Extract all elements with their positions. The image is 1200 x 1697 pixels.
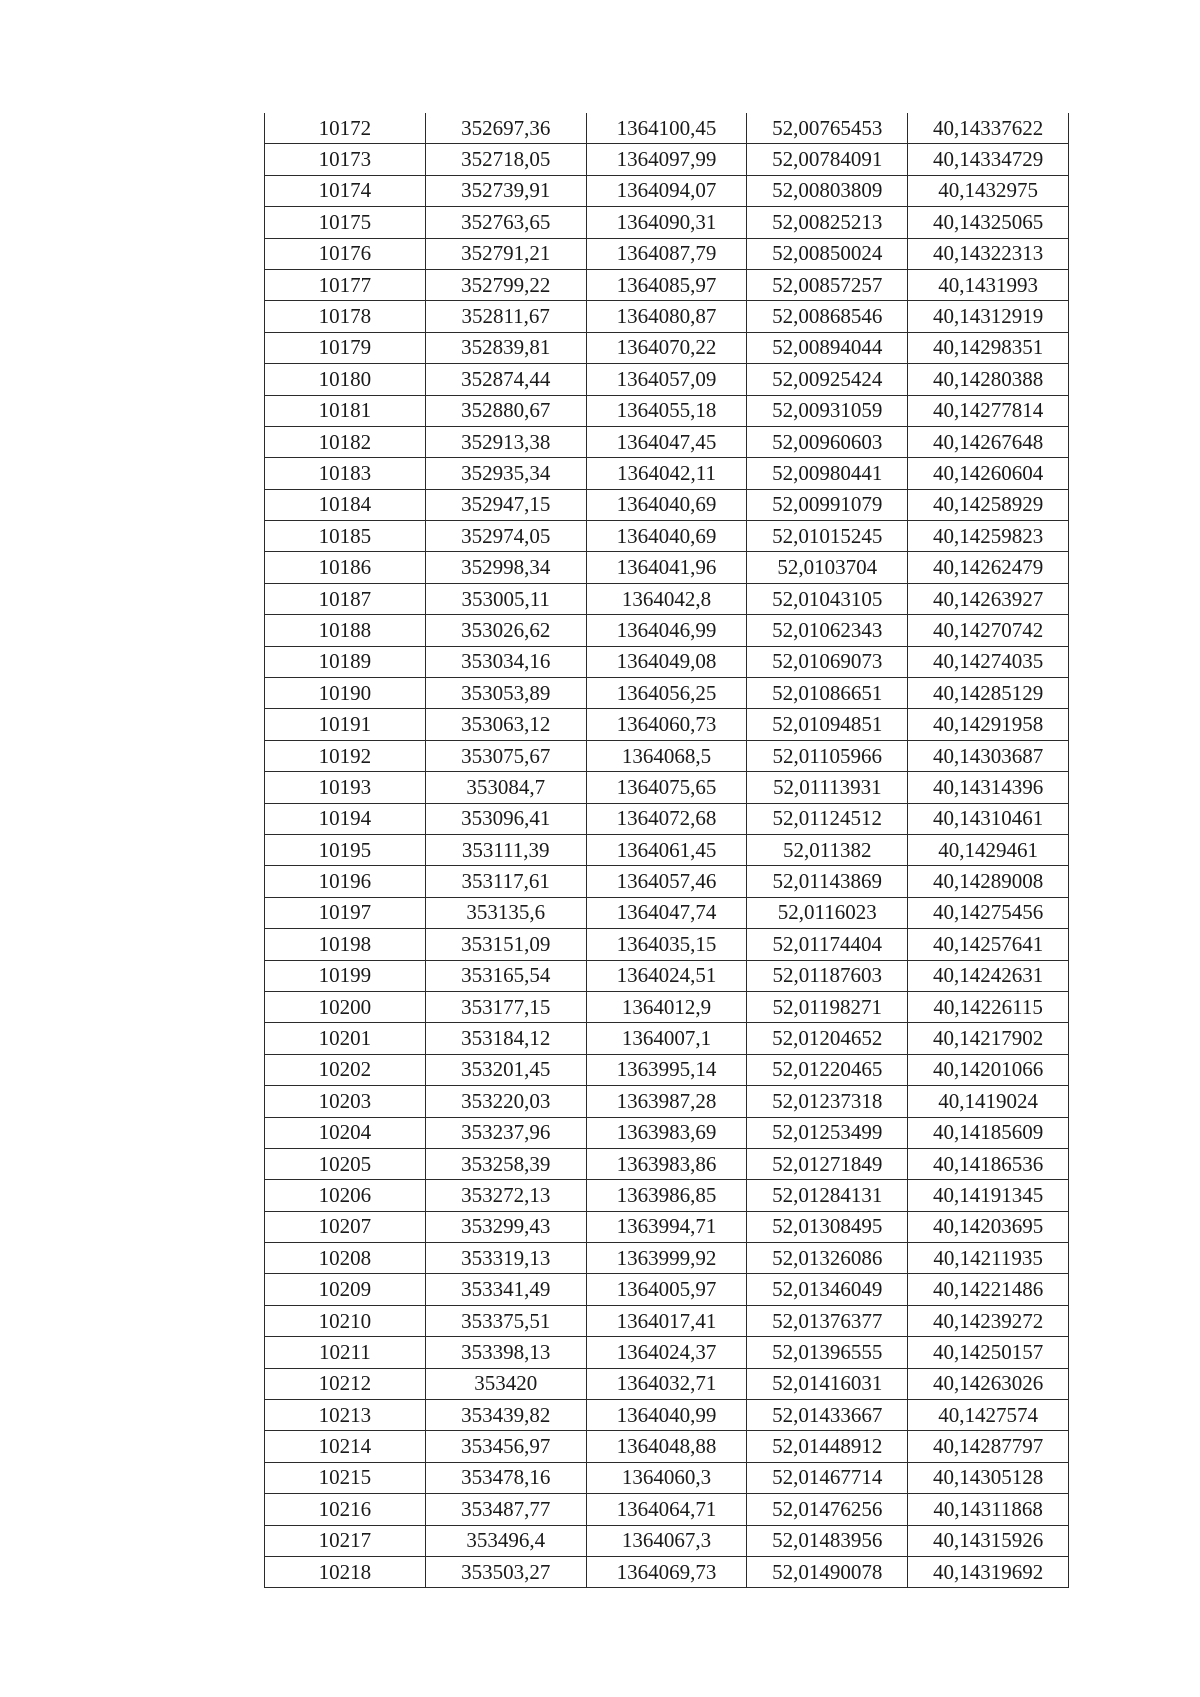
longitude-cell: 40,14291958 <box>908 709 1069 740</box>
point-number-cell: 10189 <box>265 646 426 677</box>
table-row <box>265 803 1069 834</box>
latitude-cell: 52,00803809 <box>747 175 908 206</box>
y-coordinate-cell: 1364100,45 <box>586 113 747 144</box>
coordinates-table-body <box>265 113 1069 1588</box>
y-coordinate-cell: 1363994,71 <box>586 1211 747 1242</box>
table-row <box>265 1400 1069 1431</box>
latitude-cell: 52,01483956 <box>747 1525 908 1556</box>
longitude-cell: 40,14263026 <box>908 1368 1069 1399</box>
longitude-cell: 40,14334729 <box>908 144 1069 175</box>
y-coordinate-cell: 1364061,45 <box>586 834 747 865</box>
point-number-cell: 10190 <box>265 678 426 709</box>
point-number-cell: 10183 <box>265 458 426 489</box>
longitude-cell: 40,14315926 <box>908 1525 1069 1556</box>
x-coordinate-cell: 353201,45 <box>425 1054 586 1085</box>
point-number-cell: 10194 <box>265 803 426 834</box>
table-row <box>265 395 1069 426</box>
table-row <box>265 1117 1069 1148</box>
longitude-cell: 40,14263927 <box>908 583 1069 614</box>
point-number-cell: 10191 <box>265 709 426 740</box>
x-coordinate-cell: 353420 <box>425 1368 586 1399</box>
y-coordinate-cell: 1364057,09 <box>586 364 747 395</box>
y-coordinate-cell: 1364024,37 <box>586 1337 747 1368</box>
x-coordinate-cell: 353075,67 <box>425 740 586 771</box>
table-row <box>265 1525 1069 1556</box>
point-number-cell: 10186 <box>265 552 426 583</box>
x-coordinate-cell: 352739,91 <box>425 175 586 206</box>
table-row <box>265 238 1069 269</box>
table-row <box>265 1086 1069 1117</box>
longitude-cell: 40,14258929 <box>908 489 1069 520</box>
table-row <box>265 583 1069 614</box>
longitude-cell: 40,14191345 <box>908 1180 1069 1211</box>
longitude-cell: 40,1432975 <box>908 175 1069 206</box>
point-number-cell: 10182 <box>265 426 426 457</box>
table-row <box>265 615 1069 646</box>
table-row <box>265 740 1069 771</box>
table-row <box>265 1243 1069 1274</box>
point-number-cell: 10211 <box>265 1337 426 1368</box>
latitude-cell: 52,01062343 <box>747 615 908 646</box>
y-coordinate-cell: 1364017,41 <box>586 1305 747 1336</box>
y-coordinate-cell: 1364040,69 <box>586 489 747 520</box>
longitude-cell: 40,14250157 <box>908 1337 1069 1368</box>
latitude-cell: 52,01105966 <box>747 740 908 771</box>
point-number-cell: 10193 <box>265 772 426 803</box>
table-row <box>265 1337 1069 1368</box>
point-number-cell: 10195 <box>265 834 426 865</box>
y-coordinate-cell: 1364046,99 <box>586 615 747 646</box>
y-coordinate-cell: 1364064,71 <box>586 1494 747 1525</box>
table-row <box>265 1023 1069 1054</box>
point-number-cell: 10207 <box>265 1211 426 1242</box>
x-coordinate-cell: 353375,51 <box>425 1305 586 1336</box>
table-row <box>265 521 1069 552</box>
x-coordinate-cell: 353258,39 <box>425 1148 586 1179</box>
x-coordinate-cell: 352697,36 <box>425 113 586 144</box>
x-coordinate-cell: 353299,43 <box>425 1211 586 1242</box>
point-number-cell: 10217 <box>265 1525 426 1556</box>
point-number-cell: 10185 <box>265 521 426 552</box>
x-coordinate-cell: 353478,16 <box>425 1462 586 1493</box>
longitude-cell: 40,14203695 <box>908 1211 1069 1242</box>
longitude-cell: 40,14274035 <box>908 646 1069 677</box>
latitude-cell: 52,01448912 <box>747 1431 908 1462</box>
y-coordinate-cell: 1364068,5 <box>586 740 747 771</box>
y-coordinate-cell: 1364094,07 <box>586 175 747 206</box>
table-row <box>265 1180 1069 1211</box>
latitude-cell: 52,01326086 <box>747 1243 908 1274</box>
latitude-cell: 52,01113931 <box>747 772 908 803</box>
table-row <box>265 207 1069 238</box>
latitude-cell: 52,01187603 <box>747 960 908 991</box>
table-row <box>265 866 1069 897</box>
latitude-cell: 52,0116023 <box>747 897 908 928</box>
point-number-cell: 10179 <box>265 332 426 363</box>
latitude-cell: 52,01271849 <box>747 1148 908 1179</box>
latitude-cell: 52,01346049 <box>747 1274 908 1305</box>
y-coordinate-cell: 1364047,74 <box>586 897 747 928</box>
table-row <box>265 175 1069 206</box>
point-number-cell: 10208 <box>265 1243 426 1274</box>
table-row <box>265 301 1069 332</box>
latitude-cell: 52,01015245 <box>747 521 908 552</box>
latitude-cell: 52,01253499 <box>747 1117 908 1148</box>
latitude-cell: 52,00991079 <box>747 489 908 520</box>
longitude-cell: 40,14322313 <box>908 238 1069 269</box>
latitude-cell: 52,01433667 <box>747 1400 908 1431</box>
longitude-cell: 40,14262479 <box>908 552 1069 583</box>
x-coordinate-cell: 353237,96 <box>425 1117 586 1148</box>
latitude-cell: 52,01220465 <box>747 1054 908 1085</box>
latitude-cell: 52,00850024 <box>747 238 908 269</box>
y-coordinate-cell: 1364007,1 <box>586 1023 747 1054</box>
latitude-cell: 52,01467714 <box>747 1462 908 1493</box>
latitude-cell: 52,01416031 <box>747 1368 908 1399</box>
y-coordinate-cell: 1364035,15 <box>586 929 747 960</box>
table-row <box>265 458 1069 489</box>
x-coordinate-cell: 352811,67 <box>425 301 586 332</box>
x-coordinate-cell: 352974,05 <box>425 521 586 552</box>
x-coordinate-cell: 353439,82 <box>425 1400 586 1431</box>
point-number-cell: 10197 <box>265 897 426 928</box>
point-number-cell: 10196 <box>265 866 426 897</box>
latitude-cell: 52,01069073 <box>747 646 908 677</box>
longitude-cell: 40,1429461 <box>908 834 1069 865</box>
longitude-cell: 40,14298351 <box>908 332 1069 363</box>
x-coordinate-cell: 352913,38 <box>425 426 586 457</box>
latitude-cell: 52,01204652 <box>747 1023 908 1054</box>
y-coordinate-cell: 1364056,25 <box>586 678 747 709</box>
longitude-cell: 40,14280388 <box>908 364 1069 395</box>
y-coordinate-cell: 1363995,14 <box>586 1054 747 1085</box>
x-coordinate-cell: 353398,13 <box>425 1337 586 1368</box>
y-coordinate-cell: 1364080,87 <box>586 301 747 332</box>
x-coordinate-cell: 352998,34 <box>425 552 586 583</box>
latitude-cell: 52,00784091 <box>747 144 908 175</box>
table-row <box>265 1148 1069 1179</box>
point-number-cell: 10181 <box>265 395 426 426</box>
table-row <box>265 646 1069 677</box>
longitude-cell: 40,1419024 <box>908 1086 1069 1117</box>
point-number-cell: 10205 <box>265 1148 426 1179</box>
latitude-cell: 52,01174404 <box>747 929 908 960</box>
x-coordinate-cell: 353496,4 <box>425 1525 586 1556</box>
y-coordinate-cell: 1364060,3 <box>586 1462 747 1493</box>
point-number-cell: 10206 <box>265 1180 426 1211</box>
longitude-cell: 40,14277814 <box>908 395 1069 426</box>
x-coordinate-cell: 353084,7 <box>425 772 586 803</box>
x-coordinate-cell: 353487,77 <box>425 1494 586 1525</box>
latitude-cell: 52,01237318 <box>747 1086 908 1117</box>
table-row <box>265 1305 1069 1336</box>
latitude-cell: 52,00960603 <box>747 426 908 457</box>
table-row <box>265 834 1069 865</box>
point-number-cell: 10173 <box>265 144 426 175</box>
longitude-cell: 40,14201066 <box>908 1054 1069 1085</box>
point-number-cell: 10177 <box>265 269 426 300</box>
table-row <box>265 269 1069 300</box>
table-row <box>265 489 1069 520</box>
table-row <box>265 960 1069 991</box>
y-coordinate-cell: 1364047,45 <box>586 426 747 457</box>
table-row <box>265 1556 1069 1587</box>
x-coordinate-cell: 353272,13 <box>425 1180 586 1211</box>
x-coordinate-cell: 352880,67 <box>425 395 586 426</box>
longitude-cell: 40,14267648 <box>908 426 1069 457</box>
point-number-cell: 10192 <box>265 740 426 771</box>
latitude-cell: 52,00825213 <box>747 207 908 238</box>
table-row <box>265 1462 1069 1493</box>
latitude-cell: 52,0103704 <box>747 552 908 583</box>
point-number-cell: 10180 <box>265 364 426 395</box>
point-number-cell: 10187 <box>265 583 426 614</box>
x-coordinate-cell: 353220,03 <box>425 1086 586 1117</box>
point-number-cell: 10204 <box>265 1117 426 1148</box>
x-coordinate-cell: 353319,13 <box>425 1243 586 1274</box>
y-coordinate-cell: 1364042,11 <box>586 458 747 489</box>
y-coordinate-cell: 1364041,96 <box>586 552 747 583</box>
x-coordinate-cell: 353026,62 <box>425 615 586 646</box>
longitude-cell: 40,14337622 <box>908 113 1069 144</box>
x-coordinate-cell: 353165,54 <box>425 960 586 991</box>
table-row <box>265 1054 1069 1085</box>
point-number-cell: 10176 <box>265 238 426 269</box>
latitude-cell: 52,01124512 <box>747 803 908 834</box>
x-coordinate-cell: 352935,34 <box>425 458 586 489</box>
y-coordinate-cell: 1363986,85 <box>586 1180 747 1211</box>
table-row <box>265 678 1069 709</box>
y-coordinate-cell: 1364042,8 <box>586 583 747 614</box>
x-coordinate-cell: 353177,15 <box>425 991 586 1022</box>
y-coordinate-cell: 1364057,46 <box>586 866 747 897</box>
latitude-cell: 52,01094851 <box>747 709 908 740</box>
latitude-cell: 52,01308495 <box>747 1211 908 1242</box>
y-coordinate-cell: 1364070,22 <box>586 332 747 363</box>
longitude-cell: 40,14226115 <box>908 991 1069 1022</box>
y-coordinate-cell: 1363987,28 <box>586 1086 747 1117</box>
x-coordinate-cell: 353184,12 <box>425 1023 586 1054</box>
x-coordinate-cell: 352947,15 <box>425 489 586 520</box>
y-coordinate-cell: 1364005,97 <box>586 1274 747 1305</box>
longitude-cell: 40,14217902 <box>908 1023 1069 1054</box>
x-coordinate-cell: 353456,97 <box>425 1431 586 1462</box>
y-coordinate-cell: 1364060,73 <box>586 709 747 740</box>
point-number-cell: 10198 <box>265 929 426 960</box>
table-row <box>265 1274 1069 1305</box>
x-coordinate-cell: 353503,27 <box>425 1556 586 1587</box>
table-row <box>265 1431 1069 1462</box>
table-row <box>265 1368 1069 1399</box>
latitude-cell: 52,00857257 <box>747 269 908 300</box>
x-coordinate-cell: 352799,22 <box>425 269 586 300</box>
point-number-cell: 10175 <box>265 207 426 238</box>
latitude-cell: 52,01143869 <box>747 866 908 897</box>
y-coordinate-cell: 1364032,71 <box>586 1368 747 1399</box>
table-row <box>265 113 1069 144</box>
table-row <box>265 1494 1069 1525</box>
x-coordinate-cell: 352791,21 <box>425 238 586 269</box>
y-coordinate-cell: 1364024,51 <box>586 960 747 991</box>
point-number-cell: 10184 <box>265 489 426 520</box>
x-coordinate-cell: 353135,6 <box>425 897 586 928</box>
y-coordinate-cell: 1364012,9 <box>586 991 747 1022</box>
longitude-cell: 40,14242631 <box>908 960 1069 991</box>
x-coordinate-cell: 353053,89 <box>425 678 586 709</box>
point-number-cell: 10188 <box>265 615 426 646</box>
longitude-cell: 40,14211935 <box>908 1243 1069 1274</box>
latitude-cell: 52,00765453 <box>747 113 908 144</box>
table-row <box>265 709 1069 740</box>
longitude-cell: 40,14289008 <box>908 866 1069 897</box>
x-coordinate-cell: 353341,49 <box>425 1274 586 1305</box>
x-coordinate-cell: 353151,09 <box>425 929 586 960</box>
x-coordinate-cell: 353063,12 <box>425 709 586 740</box>
point-number-cell: 10210 <box>265 1305 426 1336</box>
latitude-cell: 52,00931059 <box>747 395 908 426</box>
x-coordinate-cell: 353096,41 <box>425 803 586 834</box>
longitude-cell: 40,14259823 <box>908 521 1069 552</box>
latitude-cell: 52,00980441 <box>747 458 908 489</box>
point-number-cell: 10178 <box>265 301 426 332</box>
longitude-cell: 40,14310461 <box>908 803 1069 834</box>
longitude-cell: 40,1427574 <box>908 1400 1069 1431</box>
latitude-cell: 52,01476256 <box>747 1494 908 1525</box>
point-number-cell: 10200 <box>265 991 426 1022</box>
x-coordinate-cell: 353005,11 <box>425 583 586 614</box>
longitude-cell: 40,14285129 <box>908 678 1069 709</box>
y-coordinate-cell: 1364085,97 <box>586 269 747 300</box>
table-row <box>265 552 1069 583</box>
y-coordinate-cell: 1363983,69 <box>586 1117 747 1148</box>
latitude-cell: 52,01043105 <box>747 583 908 614</box>
point-number-cell: 10202 <box>265 1054 426 1085</box>
longitude-cell: 40,14303687 <box>908 740 1069 771</box>
longitude-cell: 40,14287797 <box>908 1431 1069 1462</box>
table-row <box>265 929 1069 960</box>
y-coordinate-cell: 1364055,18 <box>586 395 747 426</box>
longitude-cell: 40,14312919 <box>908 301 1069 332</box>
longitude-cell: 40,14325065 <box>908 207 1069 238</box>
latitude-cell: 52,00894044 <box>747 332 908 363</box>
longitude-cell: 40,14221486 <box>908 1274 1069 1305</box>
longitude-cell: 40,14305128 <box>908 1462 1069 1493</box>
x-coordinate-cell: 353117,61 <box>425 866 586 897</box>
table-row <box>265 426 1069 457</box>
y-coordinate-cell: 1364072,68 <box>586 803 747 834</box>
longitude-cell: 40,14270742 <box>908 615 1069 646</box>
point-number-cell: 10213 <box>265 1400 426 1431</box>
latitude-cell: 52,00925424 <box>747 364 908 395</box>
point-number-cell: 10172 <box>265 113 426 144</box>
y-coordinate-cell: 1364049,08 <box>586 646 747 677</box>
y-coordinate-cell: 1364040,99 <box>586 1400 747 1431</box>
y-coordinate-cell: 1364048,88 <box>586 1431 747 1462</box>
y-coordinate-cell: 1364069,73 <box>586 1556 747 1587</box>
table-row <box>265 144 1069 175</box>
y-coordinate-cell: 1364097,99 <box>586 144 747 175</box>
point-number-cell: 10212 <box>265 1368 426 1399</box>
longitude-cell: 40,14239272 <box>908 1305 1069 1336</box>
latitude-cell: 52,00868546 <box>747 301 908 332</box>
y-coordinate-cell: 1363983,86 <box>586 1148 747 1179</box>
table-row <box>265 332 1069 363</box>
table-row <box>265 897 1069 928</box>
point-number-cell: 10214 <box>265 1431 426 1462</box>
latitude-cell: 52,01396555 <box>747 1337 908 1368</box>
x-coordinate-cell: 352874,44 <box>425 364 586 395</box>
point-number-cell: 10203 <box>265 1086 426 1117</box>
point-number-cell: 10216 <box>265 1494 426 1525</box>
longitude-cell: 40,14257641 <box>908 929 1069 960</box>
longitude-cell: 40,14311868 <box>908 1494 1069 1525</box>
point-number-cell: 10199 <box>265 960 426 991</box>
y-coordinate-cell: 1364075,65 <box>586 772 747 803</box>
table-row <box>265 991 1069 1022</box>
point-number-cell: 10215 <box>265 1462 426 1493</box>
longitude-cell: 40,14275456 <box>908 897 1069 928</box>
latitude-cell: 52,01198271 <box>747 991 908 1022</box>
y-coordinate-cell: 1364040,69 <box>586 521 747 552</box>
y-coordinate-cell: 1364090,31 <box>586 207 747 238</box>
y-coordinate-cell: 1364087,79 <box>586 238 747 269</box>
table-row <box>265 364 1069 395</box>
x-coordinate-cell: 352763,65 <box>425 207 586 238</box>
latitude-cell: 52,01086651 <box>747 678 908 709</box>
y-coordinate-cell: 1363999,92 <box>586 1243 747 1274</box>
latitude-cell: 52,01376377 <box>747 1305 908 1336</box>
point-number-cell: 10174 <box>265 175 426 206</box>
point-number-cell: 10218 <box>265 1556 426 1587</box>
longitude-cell: 40,1431993 <box>908 269 1069 300</box>
table-row <box>265 1211 1069 1242</box>
latitude-cell: 52,01490078 <box>747 1556 908 1587</box>
longitude-cell: 40,14319692 <box>908 1556 1069 1587</box>
point-number-cell: 10201 <box>265 1023 426 1054</box>
longitude-cell: 40,14260604 <box>908 458 1069 489</box>
coordinates-table <box>264 113 1069 1588</box>
longitude-cell: 40,14185609 <box>908 1117 1069 1148</box>
latitude-cell: 52,01284131 <box>747 1180 908 1211</box>
table-row <box>265 772 1069 803</box>
x-coordinate-cell: 352839,81 <box>425 332 586 363</box>
x-coordinate-cell: 353034,16 <box>425 646 586 677</box>
point-number-cell: 10209 <box>265 1274 426 1305</box>
longitude-cell: 40,14186536 <box>908 1148 1069 1179</box>
latitude-cell: 52,011382 <box>747 834 908 865</box>
x-coordinate-cell: 353111,39 <box>425 834 586 865</box>
x-coordinate-cell: 352718,05 <box>425 144 586 175</box>
y-coordinate-cell: 1364067,3 <box>586 1525 747 1556</box>
longitude-cell: 40,14314396 <box>908 772 1069 803</box>
